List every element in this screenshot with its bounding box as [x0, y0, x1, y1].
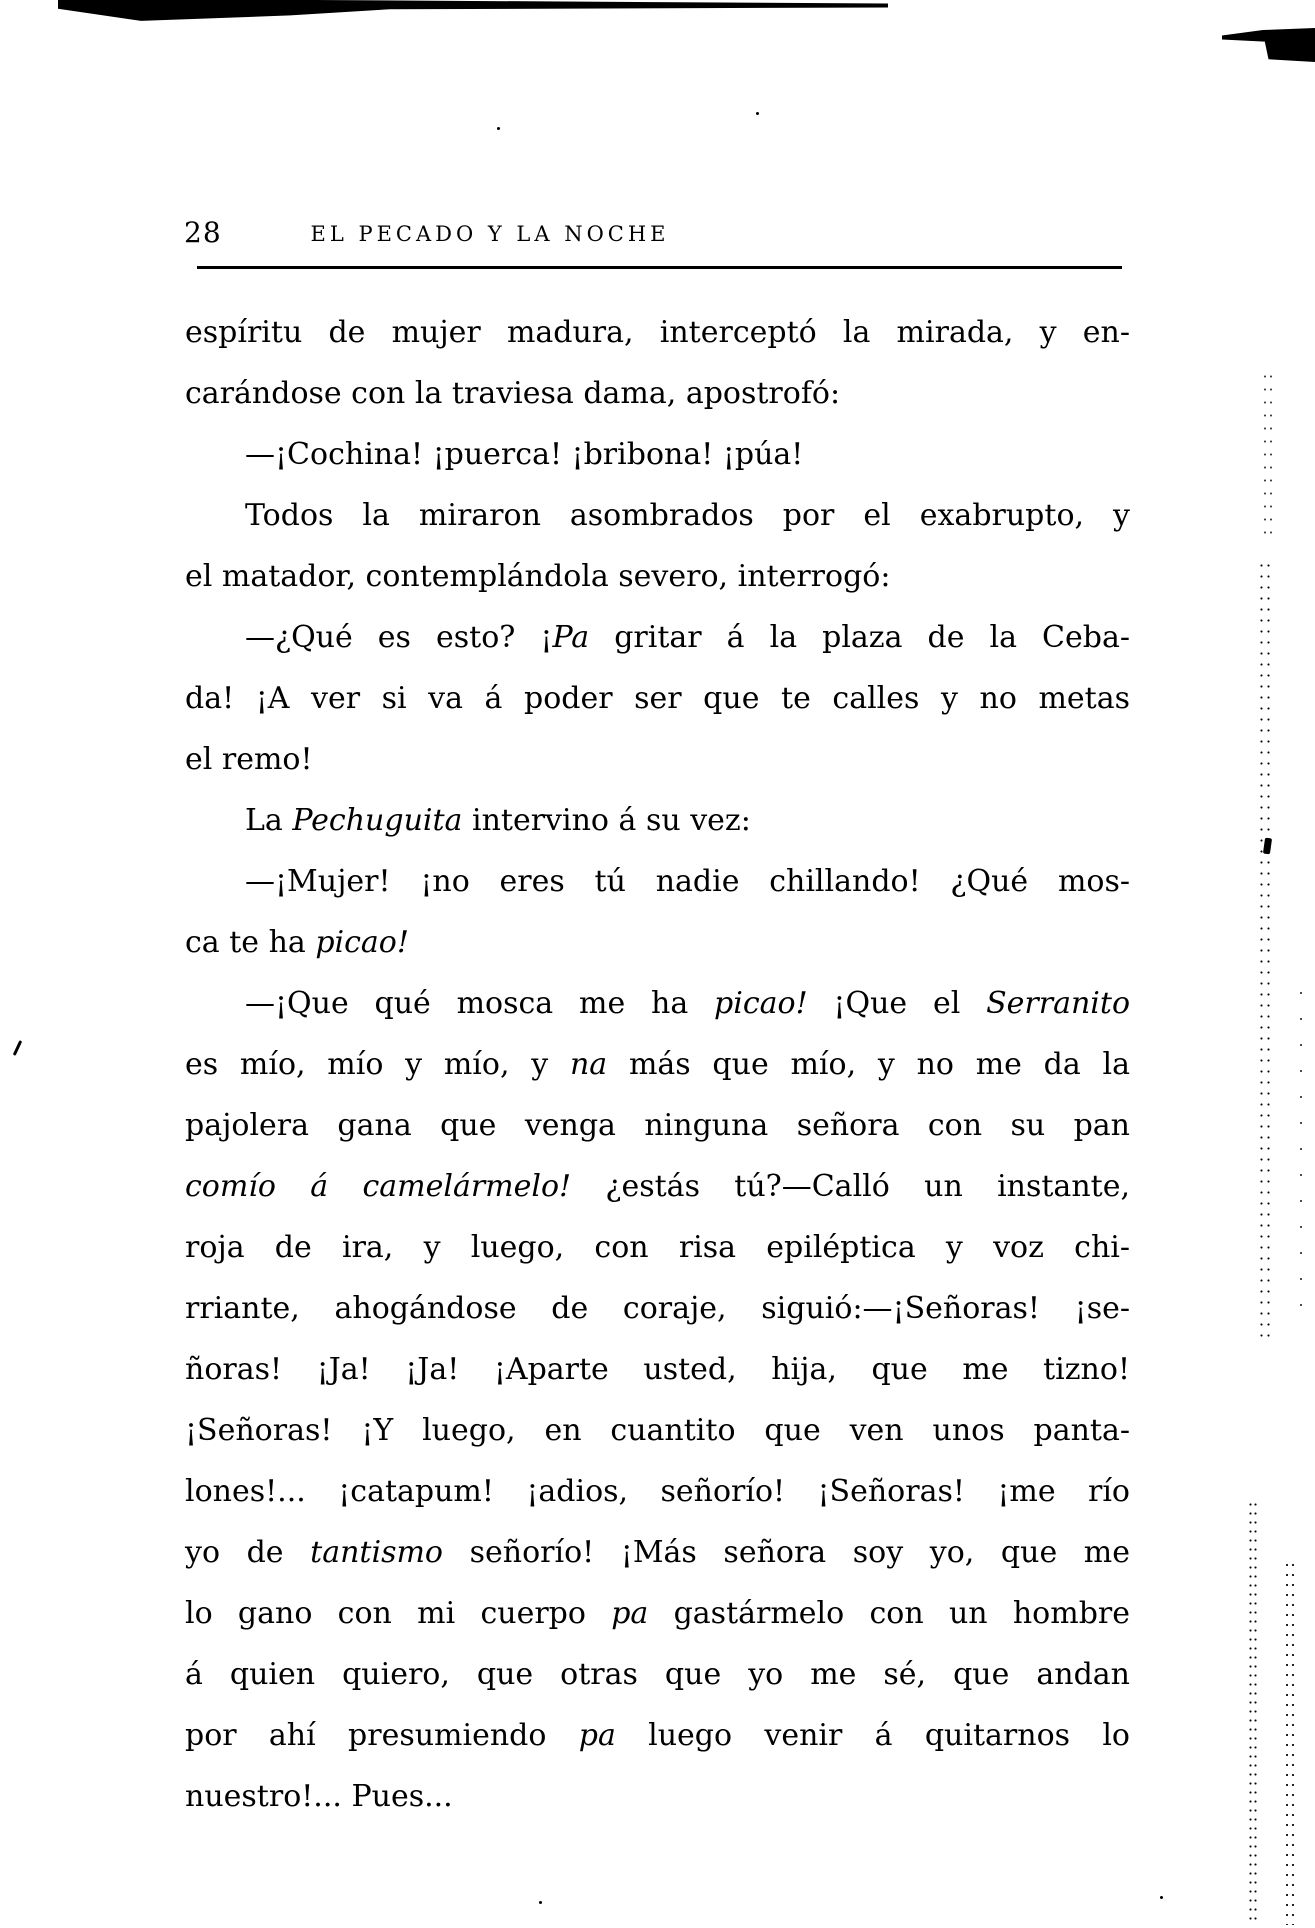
text-segment: ñoras! ¡Ja! ¡Ja! ¡Aparte usted, hija, que me tizno! [185, 1352, 1130, 1387]
text-line [185, 1278, 1130, 1339]
text-line [185, 912, 1130, 973]
text-segment: —¿Qué es esto? ¡ [245, 620, 553, 655]
text-segment: La [245, 803, 293, 838]
text-segment: lo gano con mi cuerpo [185, 1596, 612, 1631]
text-segment: es mío, mío y mío, y [185, 1047, 570, 1082]
italic-text-segment: pa [611, 1596, 649, 1631]
text-segment: ca te ha [185, 925, 316, 960]
text-segment: —¡Mujer! ¡no eres tú nadie chillando! ¿Qué mos- [245, 864, 1130, 899]
text-line [185, 973, 1130, 1034]
scan-speckle-strip [1298, 980, 1304, 1330]
text-line [185, 485, 1130, 546]
italic-text-segment: comío á camelármelo! [185, 1169, 572, 1204]
italic-text-segment: picao! [315, 925, 409, 960]
text-segment: carándose con la traviesa dama, apostrofó: [185, 376, 841, 411]
scan-dot [756, 112, 759, 115]
text-line [185, 363, 1130, 424]
text-segment: lones!... ¡catapum! ¡adios, señorío! ¡Señoras! ¡me río [185, 1474, 1130, 1509]
running-title: EL PECADO Y LA NOCHE [310, 222, 670, 246]
text-segment: el matador, contemplándola severo, interrogó: [185, 559, 891, 594]
text-segment: pajolera gana que venga ninguna señora con su pan [185, 1108, 1130, 1143]
page-number: 28 [184, 216, 222, 249]
scan-dot [1160, 1896, 1163, 1899]
text-line [185, 851, 1130, 912]
text-line [185, 546, 1130, 607]
text-line [185, 1705, 1130, 1766]
italic-text-segment: picao! [714, 986, 808, 1021]
text-line [185, 1339, 1130, 1400]
text-segment: gritar á la plaza de la Ceba- [589, 620, 1130, 655]
scan-dot [539, 1901, 542, 1904]
text-segment: espíritu de mujer madura, interceptó la mirada, y en- [185, 315, 1130, 350]
italic-text-segment: tantismo [310, 1535, 443, 1570]
scan-margin-mark [13, 1040, 22, 1056]
text-segment: ¿estás tú?—Calló un instante, [571, 1169, 1130, 1204]
text-segment: da! ¡A ver si va á poder ser que te calles y no metas [185, 681, 1130, 716]
text-line [185, 1461, 1130, 1522]
scan-dot [497, 127, 500, 130]
scan-speckle-strip [1248, 1500, 1258, 1925]
italic-text-segment: Pechuguita [292, 803, 463, 838]
text-segment: —¡Cochina! ¡puerca! ¡bribona! ¡púa! [245, 437, 804, 472]
text-segment: luego venir á quitarnos lo [615, 1718, 1130, 1753]
text-segment: Todos la miraron asombrados por el exabrupto, y [245, 498, 1130, 533]
text-line [185, 1522, 1130, 1583]
text-segment: señorío! ¡Más señora soy yo, que me [443, 1535, 1130, 1570]
header-rule [197, 266, 1122, 269]
scan-speckle-strip [1258, 560, 1272, 1340]
italic-text-segment: Pa [552, 620, 590, 655]
text-line [185, 1400, 1130, 1461]
scan-speckle-strip [1284, 1560, 1294, 1925]
text-line [185, 424, 1130, 485]
text-line [185, 1095, 1130, 1156]
text-line [185, 790, 1130, 851]
text-segment: más que mío, y no me da la [607, 1047, 1130, 1082]
text-segment: —¡Que qué mosca me ha [245, 986, 715, 1021]
text-segment: yo de [185, 1535, 311, 1570]
text-segment: nuestro!... Pues... [185, 1779, 453, 1814]
scan-speckle-strip [1262, 370, 1272, 540]
text-line [185, 607, 1130, 668]
italic-text-segment: pa [578, 1718, 616, 1753]
text-segment: á quien quiero, que otras que yo me sé, que andan [185, 1657, 1130, 1692]
text-segment: gastármelo con un hombre [648, 1596, 1130, 1631]
page-text-block [185, 302, 1130, 1827]
text-segment: rriante, ahogándose de coraje, siguió:—¡Señoras! ¡se- [185, 1291, 1130, 1326]
text-segment: ¡Que el [807, 986, 987, 1021]
text-line [185, 1217, 1130, 1278]
text-segment: por ahí presumiendo [185, 1718, 579, 1753]
text-line [185, 1766, 1130, 1827]
text-segment: ¡Señoras! ¡Y luego, en cuantito que ven unos panta- [185, 1413, 1130, 1448]
text-line [185, 1034, 1130, 1095]
scan-artifact-top-left [58, 0, 888, 22]
italic-text-segment: Serranito [986, 986, 1131, 1021]
text-line [185, 1156, 1130, 1217]
text-segment: el remo! [185, 742, 313, 777]
text-line [185, 1644, 1130, 1705]
text-line [185, 729, 1130, 790]
text-line [185, 302, 1130, 363]
text-segment: intervino á su vez: [462, 803, 751, 838]
text-segment: roja de ira, y luego, con risa epiléptica y voz chi- [185, 1230, 1130, 1265]
text-line [185, 668, 1130, 729]
text-line [185, 1583, 1130, 1644]
scan-artifact-top-right [1222, 28, 1315, 62]
italic-text-segment: na [569, 1047, 608, 1082]
